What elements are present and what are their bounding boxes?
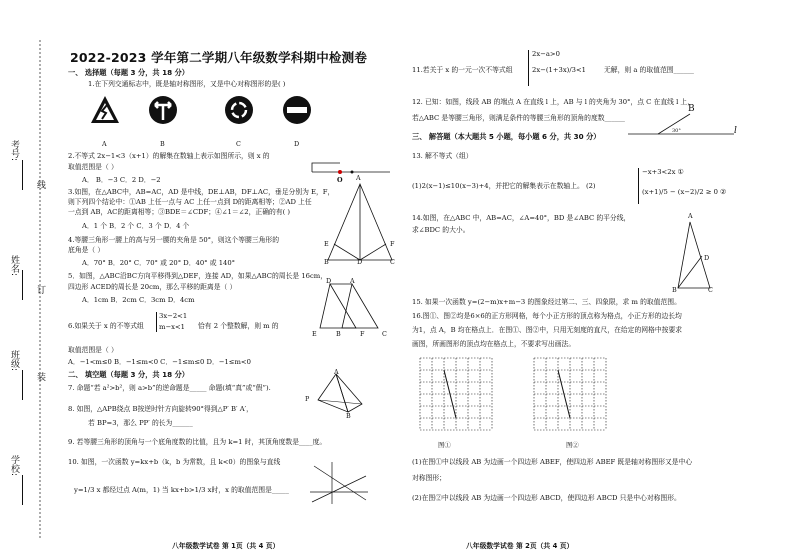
q3-label-b: B — [324, 258, 329, 266]
q11-pre: 11.若关于 x 的一元一次不等式组 — [412, 66, 513, 74]
binding-line-char: 线 — [35, 180, 45, 189]
q15-text: 15. 如果一次函数 y=(2−m)x+m−3 的图象经过第二、三、四象限，求 m 的取值范围。 — [412, 298, 681, 306]
q4-line2: 底角是（ ） — [68, 246, 105, 254]
q2-text: 2.不等式 2x−1<3（x+1）的解集在数轴上表示如图所示，则 x 的 — [68, 152, 270, 160]
class-underline — [22, 370, 25, 400]
binding-ding-char: 订 — [35, 285, 45, 294]
page-title: 2022-2023 学年第二学期八年级数学科期中检测卷 — [70, 50, 368, 65]
q6-cond2: m−x<1 — [159, 323, 185, 331]
q11-cond1: 2x−a>0 — [532, 50, 560, 58]
q2-text2: 取值范围是（ ） — [68, 163, 118, 171]
q14-triangle-figure — [676, 218, 716, 292]
name-underline — [22, 270, 25, 300]
q12-line2: 若△ABC 是等腰三角形，则满足条件的等腰三角形的顶角的度数______ — [412, 114, 625, 122]
q14-label-b: B — [672, 286, 677, 294]
q3-label-d: D — [357, 258, 363, 266]
q8-rotation-figure — [312, 370, 372, 430]
q8-line1: 8. 如图，△APB绕点 B按逆时针方向旋转90°得到△P′ B′ A′， — [68, 405, 253, 413]
q7-text: 7. 命题“若 a²>b²，则 a>b”的逆命题是_____ 命题(填“真”或“假”). — [68, 384, 271, 392]
q12-line1: 12. 已知：如图，线段 AB 的端点 A 在直线 l 上，AB 与 l 的夹角为 30°，点 C 在直线 l 上， — [412, 98, 695, 106]
q16-line2: 为1，点 A，B 均在格点上．在图①、图②中，只用无刻度的直尺，在给定的网格中按要求 — [412, 326, 683, 334]
q1-text: 1.在下列交通标志中，既是轴对称图形，又是中心对称图形的是( ) — [88, 80, 286, 88]
q1-label-b: B — [160, 140, 165, 148]
q10-line2: y=1/3 x 都经过点 A(m，1) 当 kx+b>1/3 x时，x 的取值范围是_____ — [74, 486, 289, 494]
q11-cond2: 2x−(1+3x)/3<1 — [532, 66, 586, 74]
q5-label-d: D — [326, 277, 332, 285]
q5-line1: 5．如图，△ABC沿BC方向平移得到△DEF，连接 AD，如果△ABC的周长是 16cm， — [68, 272, 328, 280]
name-label: 姓名: — [9, 255, 19, 277]
q1-label-c: C — [236, 140, 241, 148]
q14-label-d: D — [704, 254, 710, 262]
section3-heading: 三、 解答题（本大题共 5 小题，每小题 6 分，共 30 分） — [412, 132, 601, 141]
q4-line1: 4.等腰三角形一腰上的高与另一腰的夹角是 50°，则这个等腰三角形的 — [68, 236, 280, 244]
q11-post: 无解，则 a 的取值范围______ — [604, 66, 694, 74]
q2-number-line — [312, 160, 392, 180]
q5-label-e: E — [312, 330, 317, 338]
q3-label-e: E — [324, 240, 329, 248]
sign-c-icon — [224, 95, 254, 125]
q6-options: A．−1<m≤0 B．−1≤m<0 C．−1≤m≤0 D．−1≤m<0 — [68, 358, 251, 366]
q3-label-f: F — [390, 240, 395, 248]
q6-cond1: 3x−2<1 — [159, 312, 188, 320]
q16-grid-2 — [534, 358, 612, 436]
exam-no-label: 考号: — [9, 140, 19, 162]
q16-line1: 16.图①、图②均是6×6的正方形网格，每个小正方形的顶点称为格点，小正方形的边长均 — [412, 312, 682, 320]
q14-line1: 14.如图，在△ABC 中，AB=AC，∠A=40°，BD 是∠ABC 的平分线， — [412, 214, 631, 222]
q2-label-o: O — [337, 176, 343, 184]
q5-label-f: F — [360, 330, 365, 338]
q3-line1: 3.如图，在△ABC中，AB=AC，AD 是中线，DE⊥AB，DF⊥AC，垂足分别为 E，F， — [68, 188, 335, 196]
q8-label-p: P — [305, 395, 310, 403]
q8-label-a: A — [334, 368, 339, 376]
q8-label-b: B — [346, 412, 351, 420]
q4-options: A．70° B．20° C．70° 或 20° D．40° 或 140° — [82, 259, 236, 267]
q3-label-a: A — [356, 174, 361, 182]
q14-line2: 求∠BDC 的大小。 — [412, 226, 470, 234]
footer-left: 八年级数学试卷 第 1页（共 4 页） — [172, 542, 280, 550]
q10-graph-figure — [310, 462, 370, 504]
sign-d-icon — [282, 95, 312, 125]
q8-line2: 若 BP=3，那么 PP′ 的长为______ — [88, 419, 193, 427]
q10-line1: 10. 如图，一次函数 y=kx+b（k，b 为常数，且 k<0）的图象与直线 — [68, 458, 281, 466]
q1-label-a: A — [102, 140, 107, 148]
q13-sys2: (x+1)/5 − (x−2)/2 ≥ 0 ② — [642, 188, 727, 196]
q13-part1: (1)2(x−1)≤10(x−3)+4，并把它的解集表示在数轴上。 (2) — [412, 182, 596, 190]
q12-line-figure — [628, 104, 740, 140]
q5-label-a: A — [350, 277, 355, 285]
q16-grid-1 — [420, 358, 498, 436]
q5-translation-figure — [316, 280, 396, 332]
q5-line2: 四边形 ACED的周长是 20cm，那么平移的距离是（ ） — [68, 283, 237, 291]
q6-line2: 取值范围是（ ） — [68, 346, 118, 354]
school-underline — [22, 475, 25, 505]
q16-line3: 画图，所画图形的顶点均在格点上，不要求写出画法。 — [412, 340, 576, 348]
q13-text: 13. 解不等式（组） — [412, 152, 473, 160]
q3-line2: 则下列四个结论中：①AB 上任一点与 AC 上任一点到 D的距离相等；②AD 上任 — [68, 198, 312, 206]
q11-brace — [528, 50, 529, 86]
binding-margin — [0, 0, 60, 560]
q5-options: A．1cm B．2cm C．3cm D．4cm — [82, 296, 195, 304]
q16-ans2: (2)在图②中以线段 AB 为边画一个四边形 ABCD，使四边形 ABCD 只是中心对称图形。 — [412, 494, 681, 502]
footer-right: 八年级数学试卷 第 2页（共 4 页） — [466, 542, 574, 550]
q12-label-l: l — [734, 126, 737, 136]
q13-sys1: −x+3<2x ① — [642, 168, 684, 176]
class-label: 班级: — [9, 350, 19, 372]
q16-fig1-caption: 图① — [438, 441, 451, 449]
q3-label-c: C — [390, 258, 395, 266]
q13-brace — [638, 168, 639, 204]
q5-label-c: C — [382, 330, 387, 338]
q3-options: A．1 个 B．2 个 C．3 个 D．4 个 — [82, 222, 190, 230]
school-label: 学校: — [9, 455, 19, 477]
q2-options: A． B．−3 C．2 D．−2 — [82, 176, 161, 184]
q16-ans1: (1)在图①中以线段 AB 为边画一个四边形 ABEF，使四边形 ABEF 既是轴对称图形又是中心 — [412, 458, 693, 466]
sign-a-icon — [90, 95, 120, 125]
q5-label-b: B — [336, 330, 341, 338]
q12-label-b: B — [688, 104, 695, 114]
q12-angle: 30° — [672, 128, 681, 134]
q6-pre: 6.如果关于 x 的不等式组 — [68, 322, 144, 330]
q1-label-d: D — [294, 140, 300, 148]
exam-no-underline — [22, 160, 25, 190]
q6-brace — [156, 312, 157, 332]
q14-label-c: C — [708, 286, 713, 294]
q6-post: 恰有 2 个整数解，则 m 的 — [198, 322, 279, 330]
section1-heading: 一、 选择题（每题 3 分，共 18 分） — [68, 68, 189, 77]
q14-label-a: A — [688, 212, 693, 220]
q3-triangle-figure — [320, 180, 400, 266]
q3-line3: 一点到 AB，AC的距离相等；③BDE＝∠CDF；④∠1＝∠2，正确的有( ) — [68, 208, 291, 216]
q16-ans1b: 对称图形； — [412, 474, 446, 482]
sign-b-icon — [148, 95, 178, 125]
q9-text: 9. 若等腰三角形的顶角与一个底角度数的比值，且为 k=1 时，其顶角度数是____度。 — [68, 438, 327, 446]
binding-zhuang-char: 装 — [35, 372, 45, 381]
section2-heading: 二、 填空题（每题 3 分，共 18 分） — [68, 370, 189, 379]
q16-fig2-caption: 图② — [566, 441, 579, 449]
